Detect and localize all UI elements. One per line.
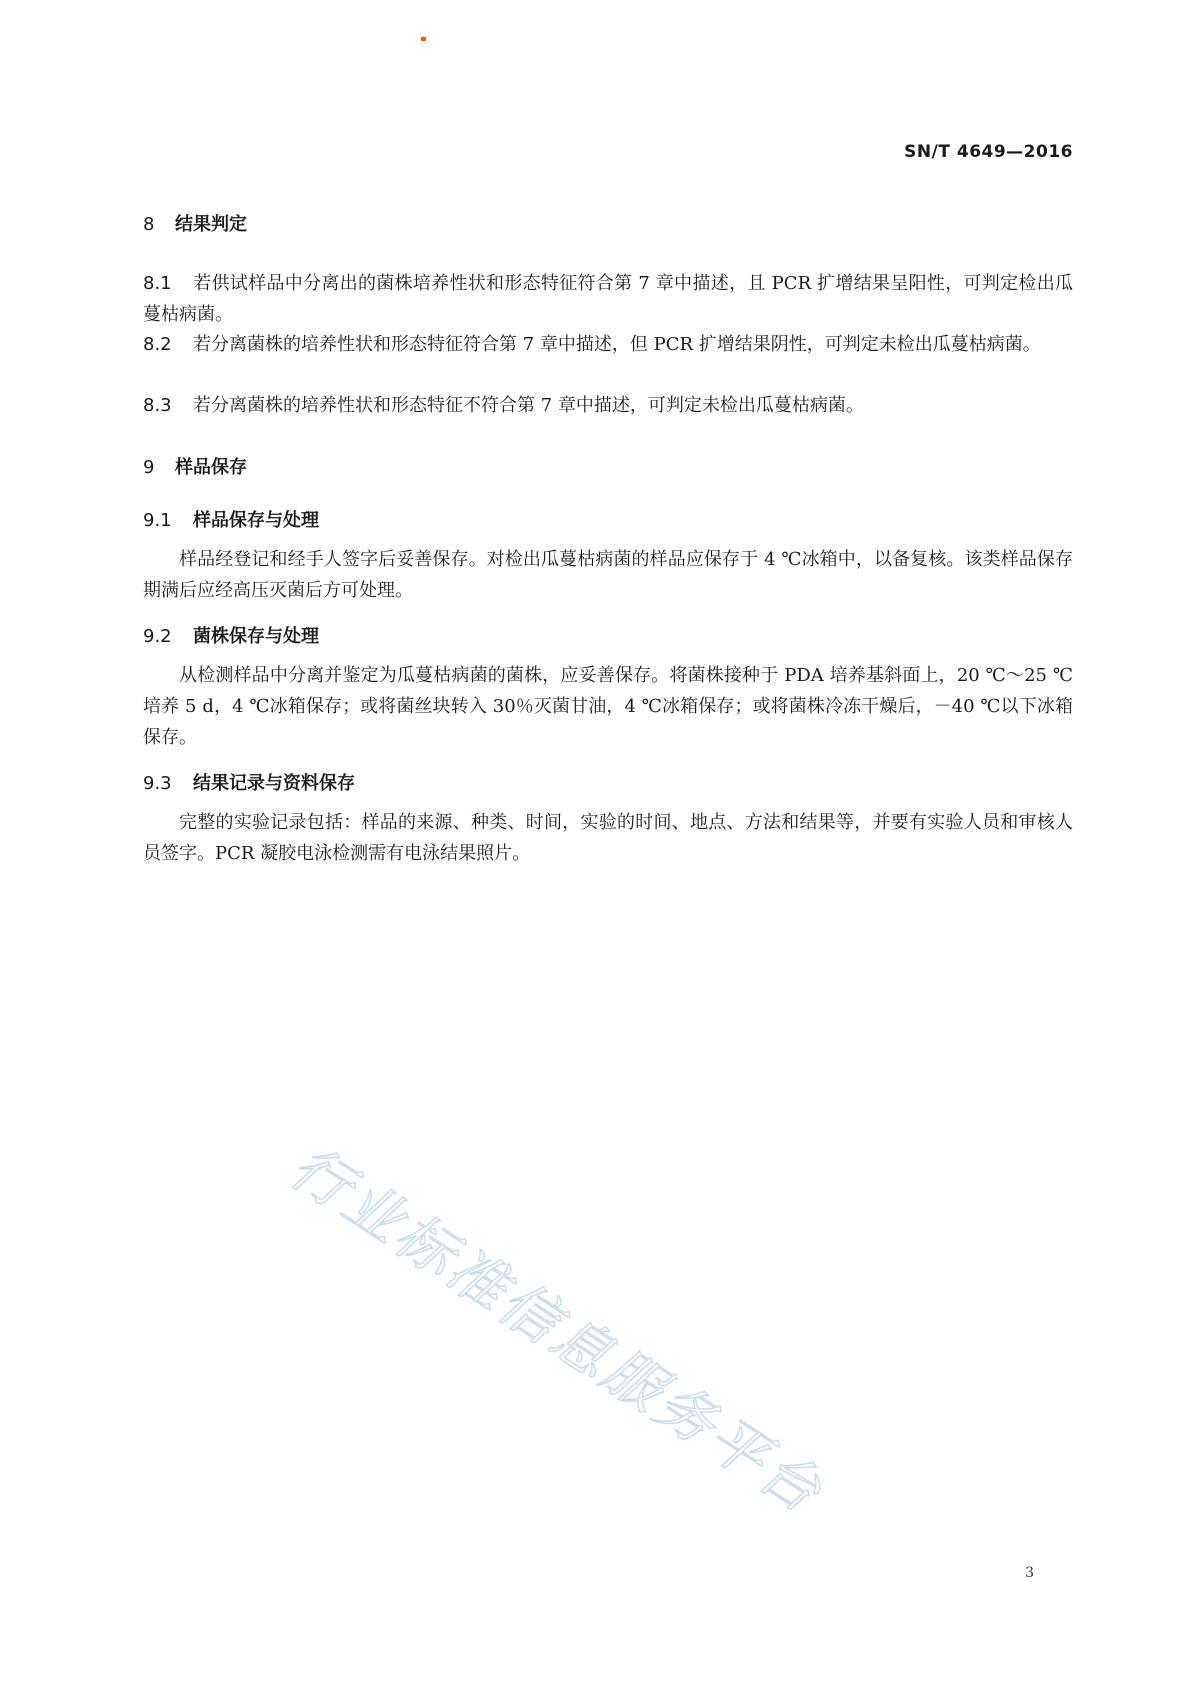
subsection-title: 结果记录与资料保存 bbox=[193, 773, 355, 794]
clause-number: 8.1 bbox=[143, 273, 172, 294]
section-number: 9 bbox=[143, 457, 155, 478]
section-9-heading bbox=[143, 455, 1073, 481]
paragraph: 完整的实验记录包括：样品的来源、种类、时间，实验的时间、地点、方法和结果等，并要有实验人员和审核人员签字。PCR 凝胶电泳检测需有电泳结果照片。 bbox=[143, 812, 1073, 864]
watermark: 行业标准信息服务平台 bbox=[278, 1132, 836, 1528]
standard-code: SN/T 4649—2016 bbox=[904, 142, 1073, 162]
clause-text: 若分离菌株的培养性状和形态特征符合第 7 章中描述，但 PCR 扩增结果阴性，可判定未检出瓜蔓枯病菌。 bbox=[193, 334, 1041, 355]
subsection-9-1-heading bbox=[143, 508, 1073, 534]
clause-text: 若供试样品中分离出的菌株培养性状和形态特征符合第 7 章中描述，且 PCR 扩增结果呈阳性，可判定检出瓜蔓枯病菌。 bbox=[143, 273, 1073, 325]
clause-8-3 bbox=[143, 390, 1073, 421]
section-number: 8 bbox=[143, 214, 155, 235]
subsection-number: 9.1 bbox=[143, 510, 172, 531]
subsection-9-1-body bbox=[143, 544, 1073, 606]
subsection-9-3-body bbox=[143, 807, 1073, 869]
clause-text: 若分离菌株的培养性状和形态特征不符合第 7 章中描述，可判定未检出瓜蔓枯病菌。 bbox=[193, 395, 864, 416]
page-number: 3 bbox=[1025, 1565, 1034, 1581]
paragraph: 样品经登记和经手人签字后妥善保存。对检出瓜蔓枯病菌的样品应保存于 4 ℃冰箱中，以备复核。该类样品保存期满后应经高压灭菌后方可处理。 bbox=[143, 549, 1073, 601]
clause-number: 8.2 bbox=[143, 334, 172, 355]
subsection-9-3-heading bbox=[143, 771, 1073, 797]
section-8-heading bbox=[143, 212, 1073, 238]
subsection-title: 菌株保存与处理 bbox=[193, 626, 319, 647]
clause-8-1 bbox=[143, 268, 1073, 330]
subsection-number: 9.2 bbox=[143, 626, 172, 647]
subsection-title: 样品保存与处理 bbox=[193, 510, 319, 531]
clause-8-2 bbox=[143, 329, 1073, 360]
subsection-9-2-heading bbox=[143, 624, 1073, 650]
section-title: 结果判定 bbox=[175, 214, 247, 235]
paragraph: 从检测样品中分离并鉴定为瓜蔓枯病菌的菌株，应妥善保存。将菌株接种于 PDA 培养基斜面上，20 ℃～25 ℃培养 5 d，4 ℃冰箱保存；或将菌丝块转入 30％灭菌甘油，4 ℃冰箱保存；或将菌株冷冻干燥后，－40 ℃以下冰箱保存。 bbox=[143, 665, 1073, 748]
subsection-9-2-body bbox=[143, 660, 1073, 753]
subsection-number: 9.3 bbox=[143, 773, 172, 794]
clause-number: 8.3 bbox=[143, 395, 172, 416]
section-title: 样品保存 bbox=[175, 457, 247, 478]
top-marker bbox=[421, 37, 426, 41]
